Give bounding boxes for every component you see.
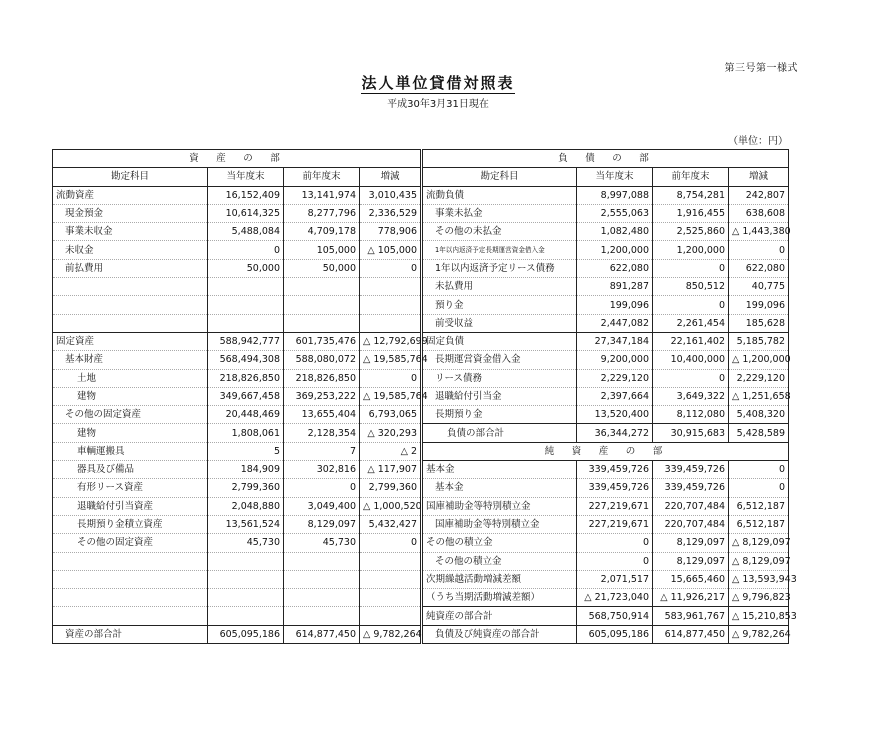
liability-change-value: △ 1,251,658 (729, 387, 789, 405)
asset-change-value: 6,793,065 (360, 406, 422, 424)
liability-previous-value: 10,400,000 (653, 351, 729, 369)
table-row (53, 515, 789, 533)
table-row (53, 186, 789, 204)
asset-current-value: 10,614,325 (208, 204, 284, 222)
liability-change-value: △ 9,796,823 (729, 589, 789, 607)
asset-previous-value: 218,826,850 (284, 369, 360, 387)
liability-change-value: 5,408,320 (729, 406, 789, 424)
liability-previous-value: 15,665,460 (653, 570, 729, 588)
liability-current-value: 622,080 (577, 259, 653, 277)
assets-section-title: 資 産 の 部 (53, 150, 422, 168)
asset-previous-value (284, 278, 360, 296)
asset-account-label: 前払費用 (53, 259, 208, 277)
liability-change-value: 622,080 (729, 259, 789, 277)
asset-account-label: 長期預り金積立資産 (53, 515, 208, 533)
col-previous: 前年度末 (284, 168, 360, 186)
liability-change-value: △ 13,593,943 (729, 570, 789, 588)
balance-sheet-table (52, 149, 797, 644)
liability-current-value: 199,096 (577, 296, 653, 314)
table-row (53, 589, 789, 607)
asset-previous-value (284, 296, 360, 314)
liability-previous-value: 583,961,767 (653, 607, 729, 625)
liability-current-value: 339,459,726 (577, 461, 653, 479)
table-row (53, 387, 789, 405)
asset-previous-value: 2,128,354 (284, 424, 360, 442)
asset-change-value: 3,010,435 (360, 186, 422, 204)
asset-previous-value: 50,000 (284, 259, 360, 277)
asset-change-value: 2,336,529 (360, 204, 422, 222)
asset-account-label (53, 607, 208, 625)
asset-current-value: 45,730 (208, 534, 284, 552)
liability-current-value: 9,200,000 (577, 351, 653, 369)
asset-change-value (360, 552, 422, 570)
asset-current-value: 1,808,061 (208, 424, 284, 442)
liability-current-value: 2,447,082 (577, 314, 653, 332)
liability-current-value: 568,750,914 (577, 607, 653, 625)
asset-current-value: 568,494,308 (208, 351, 284, 369)
asset-change-value: 0 (360, 369, 422, 387)
table-row (53, 625, 789, 643)
asset-change-value: △ 19,585,764 (360, 387, 422, 405)
table-row (53, 296, 789, 314)
liability-account-label: その他の積立金 (422, 552, 577, 570)
liability-current-value: 2,555,063 (577, 204, 653, 222)
col-previous: 前年度末 (653, 168, 729, 186)
liability-change-value: 0 (729, 461, 789, 479)
asset-account-label: 建物 (53, 387, 208, 405)
asset-current-value (208, 607, 284, 625)
table-row (53, 332, 789, 350)
asset-current-value: 50,000 (208, 259, 284, 277)
col-current: 当年度末 (208, 168, 284, 186)
table-row (53, 479, 789, 497)
asset-account-label (53, 589, 208, 607)
table-row (53, 259, 789, 277)
asset-current-value: 13,561,524 (208, 515, 284, 533)
liability-change-value: △ 8,129,097 (729, 534, 789, 552)
liability-change-value: 185,628 (729, 314, 789, 332)
table-row (53, 406, 789, 424)
asset-current-value (208, 570, 284, 588)
asset-current-value: 0 (208, 241, 284, 259)
asset-account-label (53, 296, 208, 314)
table-row (53, 278, 789, 296)
asset-change-value: △ 320,293 (360, 424, 422, 442)
document-title-text: 法人単位貸借対照表 (361, 74, 515, 92)
liability-account-label: 流動負債 (422, 186, 577, 204)
liability-current-value: 8,997,088 (577, 186, 653, 204)
asset-previous-value: 8,277,796 (284, 204, 360, 222)
document-title (0, 72, 876, 93)
liability-change-value: 0 (729, 241, 789, 259)
liability-previous-value: 614,877,450 (653, 625, 729, 643)
asset-current-value (208, 314, 284, 332)
liability-previous-value: 22,161,402 (653, 332, 729, 350)
asset-previous-value: 45,730 (284, 534, 360, 552)
asset-account-label: 土地 (53, 369, 208, 387)
table-row (53, 570, 789, 588)
asset-account-label (53, 552, 208, 570)
liability-previous-value: 2,525,860 (653, 223, 729, 241)
asset-change-value: △ 19,585,764 (360, 351, 422, 369)
table-row (53, 351, 789, 369)
table-row (53, 369, 789, 387)
liability-previous-value: 8,754,281 (653, 186, 729, 204)
liability-previous-value: 1,200,000 (653, 241, 729, 259)
liabilities-section-title: 負 債 の 部 (422, 150, 789, 168)
liability-change-value: △ 8,129,097 (729, 552, 789, 570)
liability-account-label: 純資産の部合計 (422, 607, 577, 625)
liability-previous-value: 0 (653, 369, 729, 387)
asset-change-value (360, 607, 422, 625)
asset-change-value: 0 (360, 534, 422, 552)
asset-previous-value: 302,816 (284, 461, 360, 479)
asset-current-value: 2,799,360 (208, 479, 284, 497)
asset-change-value: △ 12,792,699 (360, 332, 422, 350)
liability-current-value: 227,219,671 (577, 515, 653, 533)
liability-change-value: △ 9,782,264 (729, 625, 789, 643)
liability-account-label: 1年以内返済予定長期運営資金借入金 (422, 241, 577, 259)
asset-change-value: 778,906 (360, 223, 422, 241)
asset-previous-value (284, 607, 360, 625)
asset-account-label (53, 314, 208, 332)
liability-account-label: 次期繰越活動増減差額 (422, 570, 577, 588)
asset-account-label: 流動資産 (53, 186, 208, 204)
liability-account-label: 前受収益 (422, 314, 577, 332)
asset-previous-value: 13,655,404 (284, 406, 360, 424)
asset-current-value: 20,448,469 (208, 406, 284, 424)
asset-previous-value: 7 (284, 442, 360, 460)
asset-current-value: 16,152,409 (208, 186, 284, 204)
liability-account-label: 基本金 (422, 461, 577, 479)
asset-previous-value: 13,141,974 (284, 186, 360, 204)
asset-current-value (208, 589, 284, 607)
liability-change-value: 2,229,120 (729, 369, 789, 387)
liability-account-label: 固定負債 (422, 332, 577, 350)
liability-previous-value: 220,707,484 (653, 497, 729, 515)
liability-current-value: 2,071,517 (577, 570, 653, 588)
asset-previous-value (284, 570, 360, 588)
liability-change-value: 5,185,782 (729, 332, 789, 350)
asset-account-label (53, 278, 208, 296)
asset-previous-value: 588,080,072 (284, 351, 360, 369)
liability-account-label: 退職給付引当金 (422, 387, 577, 405)
liability-account-label: 基本金 (422, 479, 577, 497)
col-account: 勘定科目 (53, 168, 208, 186)
liability-current-value: 227,219,671 (577, 497, 653, 515)
liability-previous-value: 8,129,097 (653, 534, 729, 552)
table-row (53, 204, 789, 222)
asset-account-label: 退職給付引当資産 (53, 497, 208, 515)
liability-change-value: △ 1,200,000 (729, 351, 789, 369)
asset-account-label: 現金預金 (53, 204, 208, 222)
document-date: 平成30年3月31日現在 (387, 99, 489, 110)
table-row (53, 461, 789, 479)
asset-account-label: 未収金 (53, 241, 208, 259)
col-current: 当年度末 (577, 168, 653, 186)
asset-previous-value: 8,129,097 (284, 515, 360, 533)
liability-previous-value: 2,261,454 (653, 314, 729, 332)
liability-current-value: 2,397,664 (577, 387, 653, 405)
liability-change-value: 0 (729, 479, 789, 497)
liability-current-value: 339,459,726 (577, 479, 653, 497)
liability-account-label: 長期預り金 (422, 406, 577, 424)
asset-change-value: △ 1,000,520 (360, 497, 422, 515)
liability-current-value: 36,344,272 (577, 424, 653, 442)
liability-previous-value: 0 (653, 259, 729, 277)
asset-previous-value: 614,877,450 (284, 625, 360, 643)
asset-current-value: 5,488,084 (208, 223, 284, 241)
liability-account-label: 1年以内返済予定リース債務 (422, 259, 577, 277)
liability-current-value: 13,520,400 (577, 406, 653, 424)
section-header-row (53, 150, 789, 168)
asset-change-value (360, 296, 422, 314)
asset-change-value: △ 117,907 (360, 461, 422, 479)
liability-current-value: 605,095,186 (577, 625, 653, 643)
liability-account-label: リース債務 (422, 369, 577, 387)
column-header-row (53, 168, 789, 186)
asset-change-value: △ 2 (360, 442, 422, 460)
liability-current-value: 27,347,184 (577, 332, 653, 350)
liability-current-value: 891,287 (577, 278, 653, 296)
liability-current-value: 0 (577, 534, 653, 552)
liability-previous-value: 8,112,080 (653, 406, 729, 424)
liability-previous-value: 30,915,683 (653, 424, 729, 442)
liability-previous-value: 220,707,484 (653, 515, 729, 533)
table-row (53, 552, 789, 570)
liability-account-label: 負債及び純資産の部合計 (422, 625, 577, 643)
liability-previous-value: 339,459,726 (653, 461, 729, 479)
asset-previous-value: 0 (284, 479, 360, 497)
liability-account-label: その他の積立金 (422, 534, 577, 552)
asset-account-label: 有形リース資産 (53, 479, 208, 497)
asset-current-value: 2,048,880 (208, 497, 284, 515)
liability-current-value: 1,082,480 (577, 223, 653, 241)
liability-account-label: 国庫補助金等特別積立金 (422, 515, 577, 533)
asset-current-value: 349,667,458 (208, 387, 284, 405)
table-row (53, 607, 789, 625)
liability-previous-value: 0 (653, 296, 729, 314)
liability-current-value: △ 21,723,040 (577, 589, 653, 607)
asset-account-label: 固定資産 (53, 332, 208, 350)
asset-previous-value: 3,049,400 (284, 497, 360, 515)
liability-account-label: 国庫補助金等特別積立金 (422, 497, 577, 515)
asset-account-label: 事業未収金 (53, 223, 208, 241)
liability-current-value: 1,200,000 (577, 241, 653, 259)
liability-change-value: 6,512,187 (729, 497, 789, 515)
asset-account-label (53, 570, 208, 588)
asset-current-value (208, 552, 284, 570)
asset-account-label: 資産の部合計 (53, 625, 208, 643)
liability-previous-value: 8,129,097 (653, 552, 729, 570)
liability-account-label: 預り金 (422, 296, 577, 314)
asset-change-value: △ 105,000 (360, 241, 422, 259)
asset-current-value (208, 278, 284, 296)
asset-account-label: 建物 (53, 424, 208, 442)
liability-change-value: 242,807 (729, 186, 789, 204)
asset-change-value: 5,432,427 (360, 515, 422, 533)
col-change: 増減 (360, 168, 422, 186)
liability-change-value: 199,096 (729, 296, 789, 314)
asset-previous-value: 369,253,222 (284, 387, 360, 405)
asset-account-label: その他の固定資産 (53, 534, 208, 552)
asset-previous-value (284, 552, 360, 570)
asset-current-value: 588,942,777 (208, 332, 284, 350)
table-row (53, 314, 789, 332)
table-row (53, 241, 789, 259)
liability-previous-value: 3,649,322 (653, 387, 729, 405)
liability-account-label: 長期運営資金借入金 (422, 351, 577, 369)
asset-change-value: △ 9,782,264 (360, 625, 422, 643)
liability-change-value: △ 15,210,853 (729, 607, 789, 625)
asset-current-value: 218,826,850 (208, 369, 284, 387)
liability-change-value: 6,512,187 (729, 515, 789, 533)
asset-previous-value: 601,735,476 (284, 332, 360, 350)
table-row (53, 497, 789, 515)
liability-account-label: （うち当期活動増減差額） (422, 589, 577, 607)
liability-current-value: 2,229,120 (577, 369, 653, 387)
liability-current-value: 0 (577, 552, 653, 570)
asset-current-value: 605,095,186 (208, 625, 284, 643)
asset-account-label: その他の固定資産 (53, 406, 208, 424)
asset-current-value (208, 296, 284, 314)
table-row (53, 534, 789, 552)
liability-change-value: 5,428,589 (729, 424, 789, 442)
liability-change-value: 40,775 (729, 278, 789, 296)
asset-change-value: 2,799,360 (360, 479, 422, 497)
liability-account-label: 負債の部合計 (422, 424, 577, 442)
liability-account-label: 未払費用 (422, 278, 577, 296)
asset-previous-value: 4,709,178 (284, 223, 360, 241)
asset-current-value: 184,909 (208, 461, 284, 479)
asset-change-value: 0 (360, 259, 422, 277)
liability-account-label: 事業未払金 (422, 204, 577, 222)
net-assets-section-title: 純 資 産 の 部 (422, 442, 789, 460)
asset-account-label: 車輌運搬具 (53, 442, 208, 460)
table-row (53, 424, 789, 442)
table-row (53, 442, 789, 460)
liability-previous-value: 1,916,455 (653, 204, 729, 222)
asset-previous-value: 105,000 (284, 241, 360, 259)
asset-change-value (360, 314, 422, 332)
asset-account-label: 器具及び備品 (53, 461, 208, 479)
asset-change-value (360, 278, 422, 296)
form-number: 第三号第一様式 (724, 63, 798, 74)
col-change: 増減 (729, 168, 789, 186)
asset-previous-value (284, 589, 360, 607)
asset-account-label: 基本財産 (53, 351, 208, 369)
asset-previous-value (284, 314, 360, 332)
unit-label: （単位：円） (728, 136, 788, 147)
liability-account-label: その他の未払金 (422, 223, 577, 241)
balance-sheet-body (53, 150, 797, 644)
liability-previous-value: 850,512 (653, 278, 729, 296)
liability-previous-value: △ 11,926,217 (653, 589, 729, 607)
col-account: 勘定科目 (422, 168, 577, 186)
asset-change-value (360, 589, 422, 607)
asset-current-value: 5 (208, 442, 284, 460)
asset-change-value (360, 570, 422, 588)
table-row (53, 223, 789, 241)
liability-change-value: △ 1,443,380 (729, 223, 789, 241)
liability-change-value: 638,608 (729, 204, 789, 222)
liability-previous-value: 339,459,726 (653, 479, 729, 497)
